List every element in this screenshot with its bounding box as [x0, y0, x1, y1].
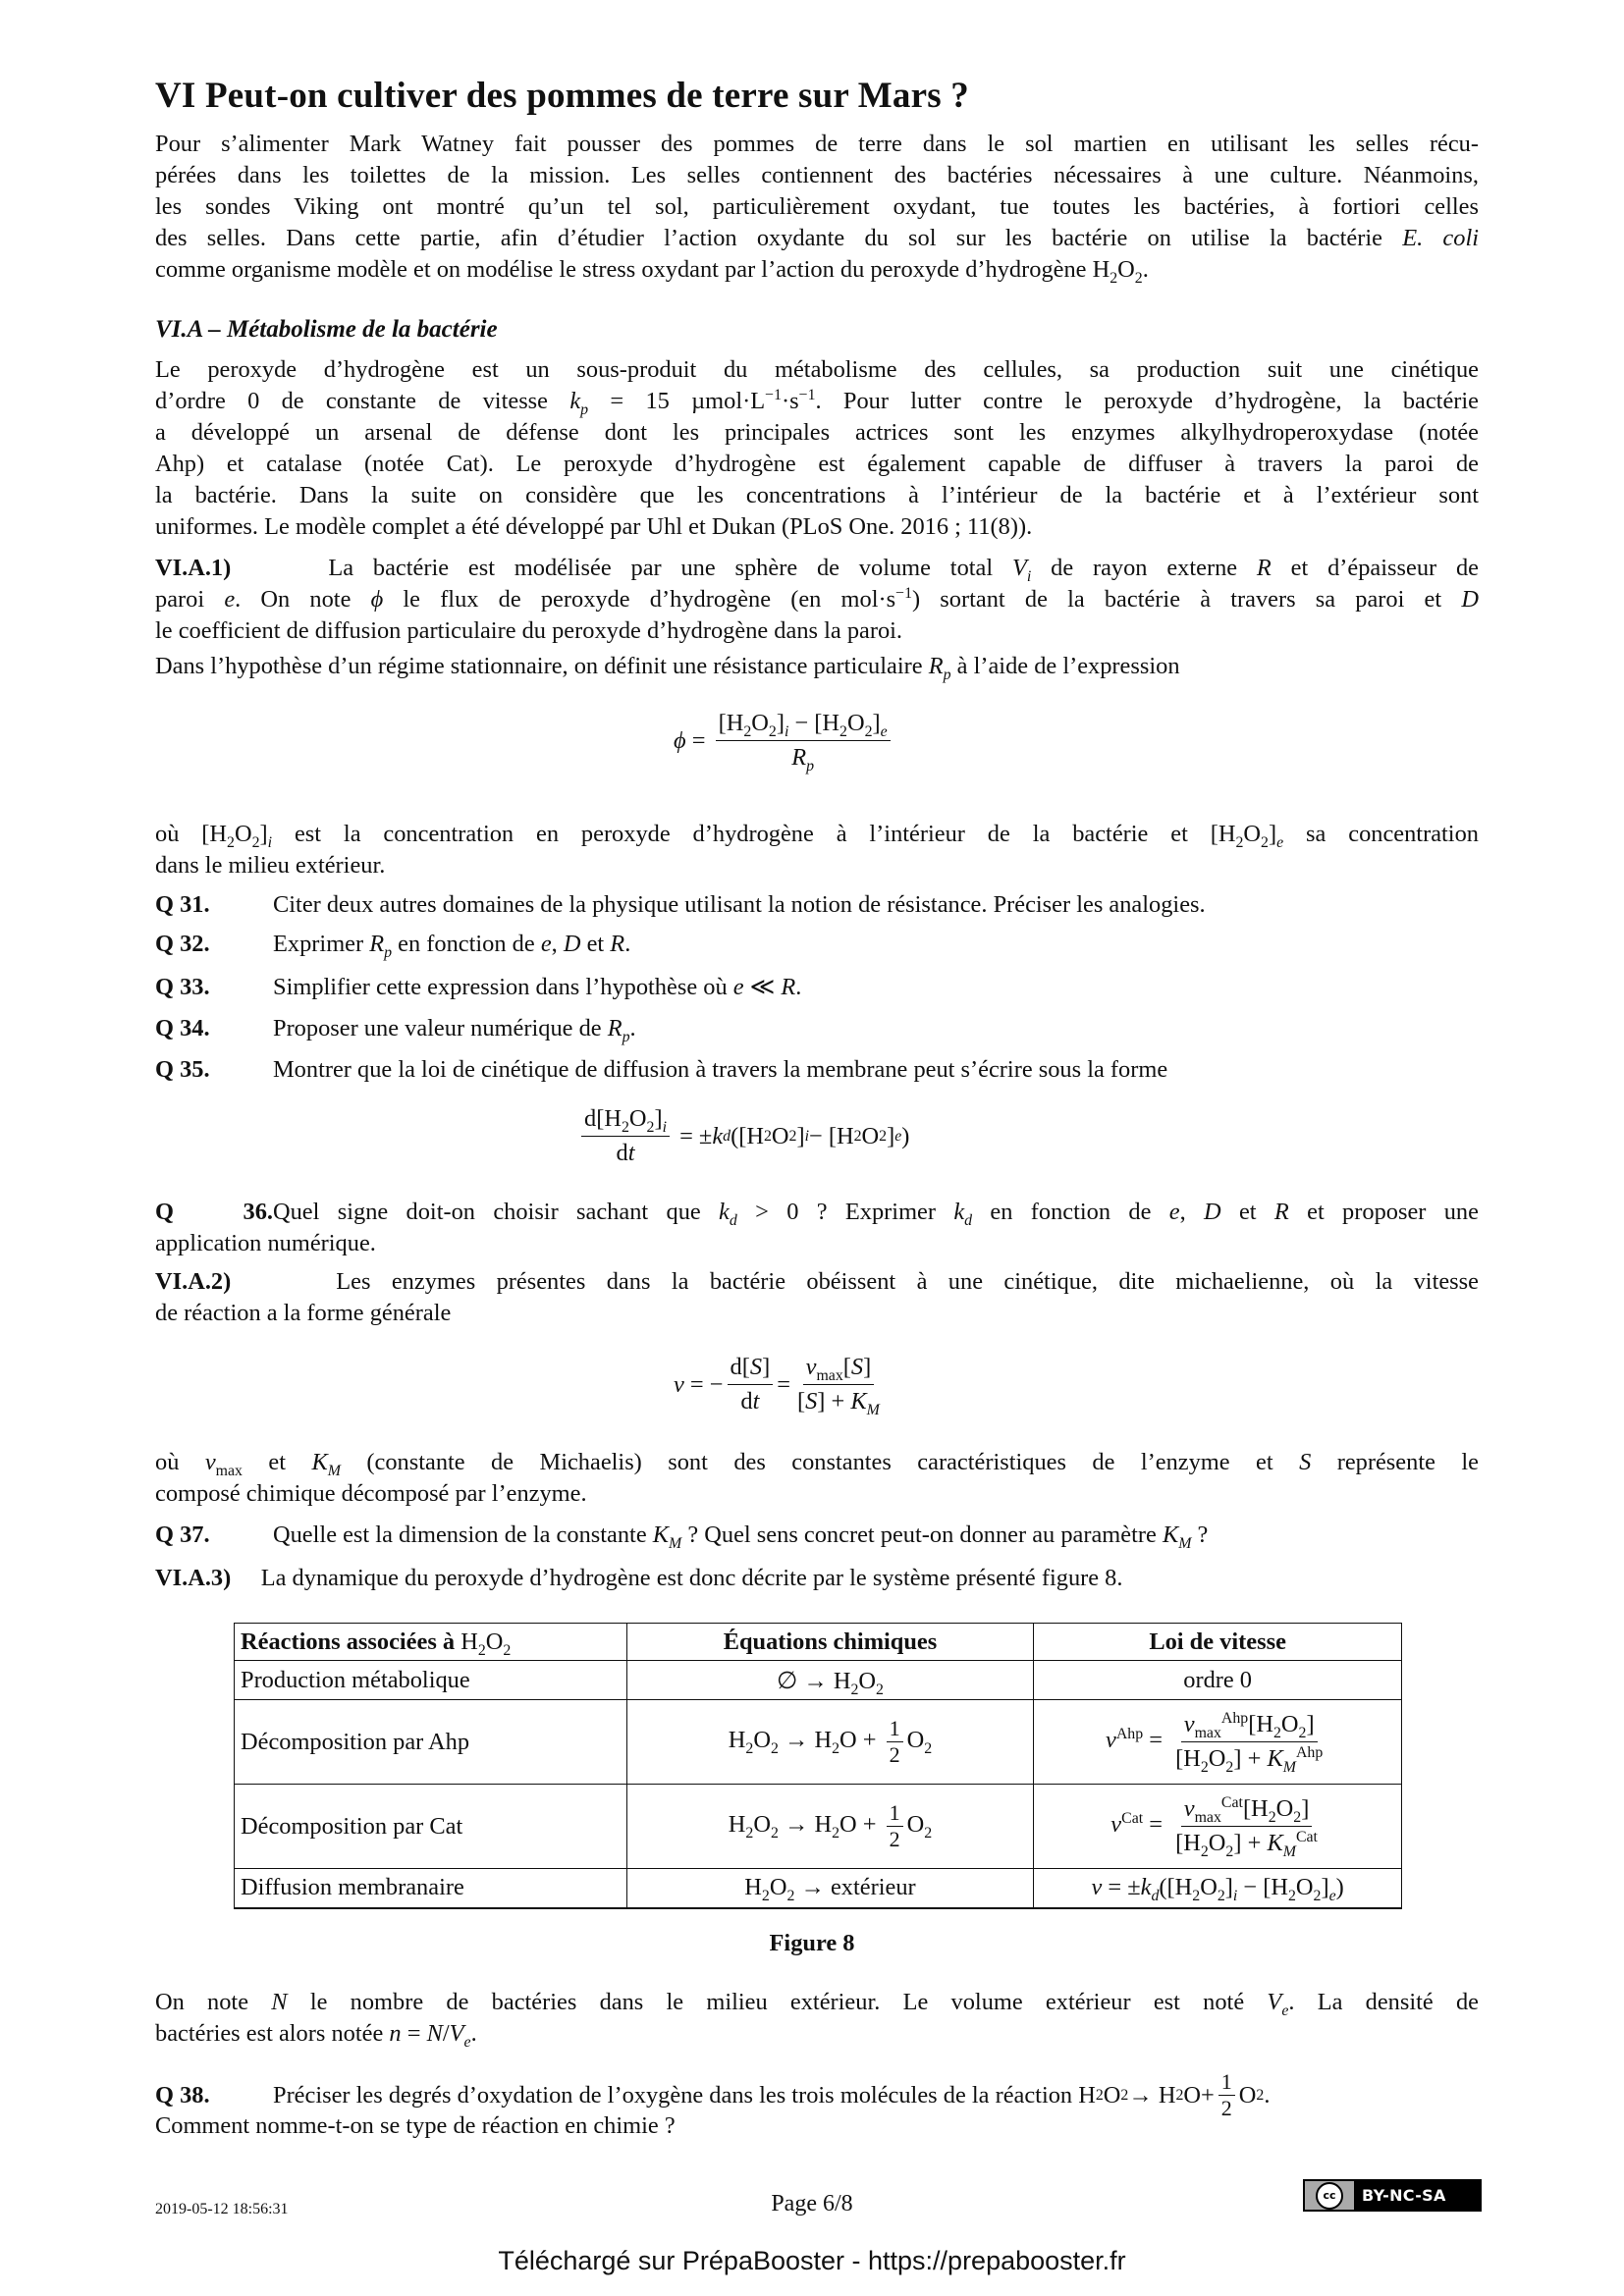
question-32: Q 32. Exprimer $R_p$ en fonction de e, D et R. [155, 931, 631, 961]
part1-line: Dans l’hypothèse d’un régime stationnaire, on définit une résistance particulaire $R_p$ à l’aide de l’expression [155, 653, 1180, 683]
question-33: Q 33. Simplifier cette expression dans l’hypothèse où e ≪ R. [155, 974, 802, 1000]
para-line: uniformes. Le modèle complet a été développé par Uhl et Dukan (PLoS One. 2016 ; 11(8)). [155, 513, 1033, 540]
where-line: où $[H_2O_2]_i$ est la concentration en peroxyde d’hydrogène à l’intérieur de la bactérie et $[H_2O_2]_e$ sa concentration [155, 821, 1479, 851]
equation-cell: $H_2O_2 \to H_2O$ + $\frac{1}{2}$ $O_2$ [626, 1700, 1034, 1785]
question-35: Q 35. Montrer que la loi de cinétique de diffusion à travers la membrane peut s’écrire sous la forme [155, 1056, 1168, 1083]
law-cell: $v = \pm k_d([H_2O_2]_i - [H_2O_2]_e)$ [1034, 1869, 1402, 1908]
equation-cell: ∅ → $H_2O_2$ [626, 1661, 1034, 1700]
where-line: dans le milieu extérieur. [155, 852, 386, 879]
para-line: Le peroxyde d’hydrogène est un sous-produit du métabolisme des cellules, sa production suit une cinétique [155, 356, 1479, 383]
part1-line: le coefficient de diffusion particulaire du peroxyde d’hydrogène dans la paroi. [155, 617, 903, 644]
question-36: Q 36.Quel signe doit-on choisir sachant que $k_d > 0$ ? Exprimer $k_d$ en fonction de e, D et R et proposer une [155, 1199, 1479, 1229]
formula-michaelis: v = − $\frac{d[S]}{dt}$ = $\frac{v_{max}[S]}{[S] + K_M}$ [674, 1354, 880, 1418]
footer-timestamp: 2019-05-12 18:56:31 [155, 2201, 289, 2217]
figure-caption: Figure 8 [769, 1930, 855, 1956]
equation-cell: $H_2O_2 \to H_2O$ + $\frac{1}{2}$ $O_2$ [626, 1785, 1034, 1869]
reaction-cell: Décomposition par Ahp [235, 1700, 627, 1785]
table-row [235, 1661, 1402, 1700]
para-line: la bactérie. Dans la suite on considère que les concentrations à l’intérieur de la bactérie et à l’extérieur sont [155, 482, 1479, 508]
formula-phi: ϕ = $\frac{[H_2O_2]_i - [H_2O_2]_e}{R_p}$ [674, 709, 894, 773]
part1-line: VI.A.1) La bactérie est modélisée par une sphère de volume total $V_i$ de rayon externe R et d’épaisseur de [155, 555, 1479, 585]
cc-license-badge [1303, 2179, 1482, 2212]
intro-line: pérées dans les toilettes de la mission. Les selles contiennent des bactéries nécessaires à une culture. Néanmoins, [155, 162, 1479, 188]
page-number: Page 6/8 [771, 2191, 853, 2216]
reaction-cell: Production métabolique [235, 1661, 627, 1700]
law-cell: $v^{Ahp}$ = $\frac{v_{max}^{Ahp}[H_2O_2]}{[H_2O_2] + K_M^{Ahp}}$ [1034, 1700, 1402, 1785]
download-source-link[interactable]: Téléchargé sur PrépaBooster - https://prepabooster.fr [498, 2246, 1126, 2275]
question-31: Q 31. Citer deux autres domaines de la physique utilisant la notion de résistance. Préciser les analogies. [155, 891, 1206, 918]
intro-line: Pour s’alimenter Mark Watney fait pousser des pommes de terre dans le sol martien en utilisant les selles récu- [155, 131, 1479, 157]
creative-commons-icon: cc [1316, 2182, 1343, 2210]
question-38-cont: Comment nomme-t-on se type de réaction en chimie ? [155, 2112, 676, 2139]
question-36-cont: application numérique. [155, 1230, 376, 1256]
table-row [235, 1785, 1402, 1869]
law-cell: $v^{Cat}$ = $\frac{v_{max}^{Cat}[H_2O_2]}{[H_2O_2] + K_M^{Cat}}$ [1034, 1785, 1402, 1869]
part-label: VI.A.3) [155, 1565, 232, 1591]
intro-line: comme organisme modèle et on modélise le stress oxydant par l’action du peroxyde d’hydrogène $H_2O_2$. [155, 256, 1149, 287]
subsection-title: VI.A – Métabolisme de la bactérie [155, 316, 498, 343]
figure-8-table [234, 1623, 1402, 1909]
table-row [235, 1869, 1402, 1908]
para-line: Ahp) et catalase (notée Cat). Le peroxyde d’hydrogène est également capable de diffuser à travers la paroi de [155, 451, 1479, 477]
part2-after: où $v_{max}$ et $K_M$ (constante de Michaelis) sont des constantes caractéristiques de l’enzyme et S représente le [155, 1449, 1479, 1479]
part2-line: VI.A.2) Les enzymes présentes dans la bactérie obéissent à une cinétique, dite michaelienne, où la vitesse [155, 1268, 1479, 1295]
after-fig-line: bactéries est alors notée $n = N/V_e$. [155, 2020, 477, 2051]
question-34: Q 34. Proposer une valeur numérique de $R_p$. [155, 1015, 636, 1045]
part1-line: paroi e. On note ϕ le flux de peroxyde d’hydrogène (en $mol\cdot s^{-1}$) sortant de la bactérie à travers sa paroi et D [155, 584, 1479, 613]
table-header: Loi de vitesse [1034, 1624, 1402, 1661]
para-line: a développé un arsenal de défense dont les principales actrices sont les enzymes alkylhydroperoxydase (notée [155, 419, 1479, 446]
table-row [235, 1700, 1402, 1785]
part2-line: de réaction a la forme générale [155, 1300, 452, 1326]
part3-line: VI.A.3) La dynamique du peroxyde d’hydrogène est donc décrite par le système présenté figure 8. [155, 1565, 1123, 1591]
law-cell: ordre 0 [1034, 1661, 1402, 1700]
intro-line: les sondes Viking ont montré qu’un tel sol, particulièrement oxydant, tue toutes les bactéries, à fortiori celles [155, 193, 1479, 220]
after-fig-line: On note N le nombre de bactéries dans le milieu extérieur. Le volume extérieur est noté $V_e$. La densité de [155, 1989, 1479, 2019]
reaction-cell: Diffusion membranaire [235, 1869, 627, 1908]
para-line: d’ordre 0 de constante de vitesse $k_p = 15$ $\mu mol\cdot L^{-1}\cdot s^{-1}$. Pour lutter contre le peroxyde d’hydrogène, la bactérie [155, 386, 1479, 418]
table-header-row [235, 1624, 1402, 1661]
part2-after: composé chimique décomposé par l’enzyme. [155, 1480, 587, 1507]
part-label: VI.A.2) [155, 1268, 232, 1295]
section-title: VI Peut-on cultiver des pommes de terre sur Mars ? [155, 76, 970, 116]
formula-diffusion: $\frac{d[H_2O_2]_i}{dt}$ = ± k d ([H 2 O 2 ] i − [H 2 O 2 ] e ) [577, 1104, 909, 1168]
equation-cell: $H_2O_2$ → extérieur [626, 1869, 1034, 1908]
reaction-cell: Décomposition par Cat [235, 1785, 627, 1869]
table-header: Équations chimiques [626, 1624, 1034, 1661]
question-37: Q 37. Quelle est la dimension de la constante $K_M$ ? Quel sens concret peut-on donner au paramètre $K_M$ ? [155, 1522, 1209, 1552]
table-header: Réactions associées à $H_2O_2$ [235, 1624, 627, 1661]
intro-line: des selles. Dans cette partie, afin d’étudier l’action oxydante du sol sur les bactérie on utilise la bactérie E. coli [155, 225, 1479, 251]
part-label: VI.A.1) [155, 555, 232, 581]
question-38: Q 38. Préciser les degrés d’oxydation de l’oxygène dans les trois molécules de la réaction H 2 O 2 → H 2 O+ $\frac{1}{2}$ O 2 . [155, 2069, 1271, 2120]
license-label: BY-NC-SA [1362, 2186, 1446, 2205]
